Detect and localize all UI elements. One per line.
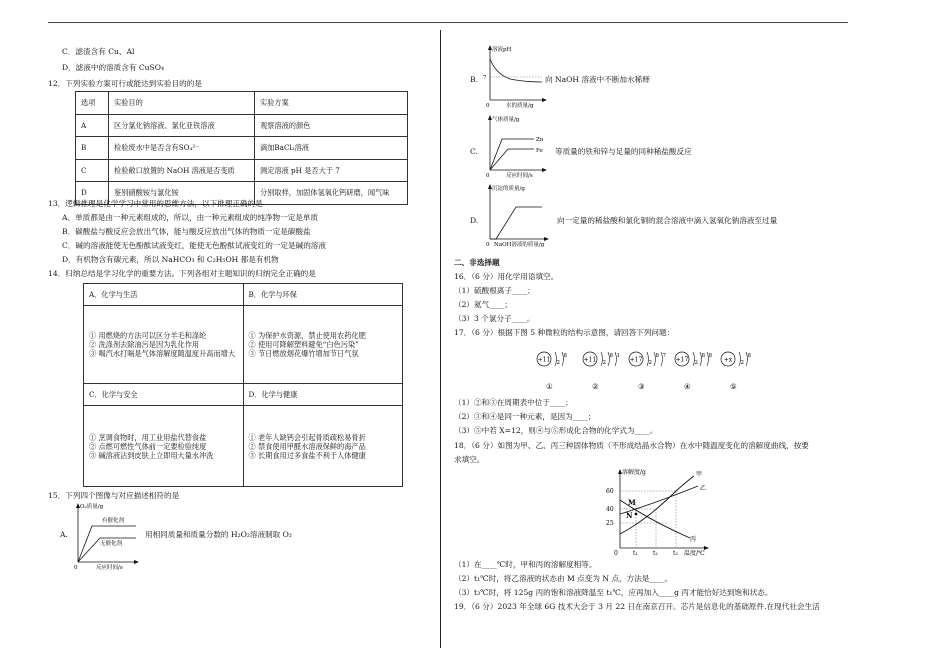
q19-stem: 19．（6 分）2023 年全球 6G 技术大会于 3 月 22 日在南京召开。芯片是信息化的基础原件.在现代社会生活	[454, 602, 820, 611]
x-label: 反应时间/s	[96, 565, 123, 570]
electron-count: 8	[563, 353, 567, 359]
atom-diagram-5	[719, 344, 763, 392]
electron-count: 2	[556, 360, 560, 366]
group-d-content	[243, 406, 403, 487]
atom-number: ⑤	[730, 382, 737, 391]
q15-c-graph	[480, 112, 550, 182]
group-b-line: ② 使用可降解塑料避免“白色污染”	[248, 340, 359, 349]
precipitate-curve	[490, 207, 542, 239]
header-rule	[48, 22, 848, 23]
x-arrow	[542, 168, 547, 172]
atom-diagram-1	[535, 344, 579, 392]
table-cell: 分别取样，加固体氢氧化钙研磨，闻气味	[255, 182, 408, 205]
q18-line-2: （2）t₁℃时，将乙溶液的状态由 M 点变为 N 点，方法是____。	[454, 574, 673, 583]
electron-count: 2	[740, 360, 744, 366]
q18-stem-1: 18．（6 分）如图为甲、乙、丙三种固体物质（不形成结晶水合物）在水中随温度变化的溶解度曲线，按要	[454, 441, 809, 450]
solubility-chart	[598, 464, 718, 556]
label-yi: 乙	[700, 485, 707, 492]
x-arrow	[544, 237, 549, 241]
group-a-content	[84, 306, 244, 384]
group-c-title: C．化学与安全	[84, 384, 244, 406]
table-row	[84, 284, 403, 306]
electron-count: 8	[655, 353, 659, 359]
table-row	[76, 114, 408, 137]
table-cell: 观察溶液的颜色	[255, 114, 408, 137]
table-row	[76, 92, 408, 115]
q16-line-3: （3）3 个氯分子____。	[454, 314, 535, 323]
ph7-tick: 7	[483, 75, 487, 81]
x-arrow	[704, 546, 709, 550]
electron-count: 8	[609, 353, 613, 359]
curve-catalyst-label: 有催化剂	[102, 518, 125, 524]
group-c-content	[84, 406, 244, 487]
group-a-line: ② 洗涤剂去除油污是因为乳化作用	[89, 340, 200, 349]
y-tick-60: 60	[606, 488, 614, 495]
table-row	[84, 384, 403, 406]
table-cell: 区分氯化钠溶液、氯化亚铁溶液	[109, 114, 255, 137]
nucleus-charge: +17	[675, 356, 689, 364]
group-b-line: ① 为保护水资源，禁止使用农药化肥	[248, 331, 366, 340]
group-d-line: ① 老年人缺钙会引起骨质疏松易骨折	[248, 432, 366, 442]
q17-line-3: （3）⑤中若 X=12，则④与⑤形成化合物的化学式为____。	[454, 426, 658, 435]
nucleus-charge: +x	[723, 356, 733, 364]
y-label: 气体质量/g	[492, 117, 520, 123]
electron-count: 8	[708, 353, 712, 359]
table-row	[76, 137, 408, 160]
q18-line-1: （1）在____℃时，甲和丙的溶解度相等。	[454, 560, 597, 569]
q11-option-d: D．滤液中的溶质含有 CuSO₄	[62, 63, 165, 72]
q15-a-graph	[70, 500, 140, 570]
origin-label: 0	[486, 173, 490, 179]
group-d-title: D．化学与健康	[243, 384, 403, 406]
q18-line-3: （3）t₃℃时，将 125g 丙的饱和溶液降温至 t₁℃，应再加入____g 丙才能恰好达到饱和状态。	[454, 588, 773, 597]
group-c-line: ③ 碱溶液沾到皮肤上立即用大量水冲洗	[89, 450, 214, 460]
q15-c-label: C.	[470, 147, 478, 156]
q13-option-d: D．有机物含有碳元素，所以 NaHCO₃ 和 C₂H₅OH 都是有机物	[62, 255, 279, 264]
q12-table	[75, 91, 408, 205]
q15-d-description: 向一定量的稀盐酸和氯化铜的混合溶液中滴入氢氧化钠溶液至过量	[557, 216, 778, 225]
origin-label: 0	[486, 103, 490, 109]
electron-count: 8	[747, 353, 751, 359]
q12-stem: 12．下列实验方案可行或能达到实验目的的是	[48, 79, 202, 88]
label-m: M	[628, 498, 636, 507]
q18-stem-2: 求填空。	[454, 455, 485, 464]
q15-stem: 15．下列四个图像与对应描述相符的是	[48, 491, 180, 500]
x-arrow	[134, 560, 139, 564]
y-label: 溶解度/g	[622, 469, 646, 476]
y-tick-25: 25	[606, 520, 614, 527]
q15-d-label: D.	[470, 216, 479, 225]
electron-count: 1	[616, 353, 620, 359]
table-cell: C	[76, 159, 109, 182]
x-label: 反应时间/s	[506, 173, 533, 179]
table-cell: 滴加BaCl₂溶液	[255, 137, 408, 160]
q17-stem: 17．（6 分）根据下图 5 种微粒的结构示意图，请回答下列问题：	[454, 328, 675, 337]
q15-b-graph	[480, 42, 550, 112]
q15-a-description: 用相同质量和质量分数的 H₂O₂溶液制取 O₂	[145, 530, 292, 539]
group-b-line: ③ 节日燃放烟花爆竹增加节日气氛	[248, 349, 359, 358]
q16-stem: 16．（6 分）用化学用语填空。	[454, 272, 559, 281]
q13-option-c: C．碱的溶液能使无色酚酞试液变红，能使无色酚酞试液变红的一定是碱的溶液	[62, 241, 326, 250]
curve-no-catalyst-label: 无催化剂	[100, 541, 123, 547]
q14-table	[83, 283, 403, 487]
q16-line-2: （2）氦气____；	[454, 300, 512, 309]
y-tick-40: 40	[606, 506, 614, 513]
group-c-line: ② 点燃可燃性气体前一定要检验纯度	[89, 441, 207, 451]
column-divider	[440, 30, 441, 648]
group-b-title: B．化学与环保	[243, 284, 403, 306]
electron-count: 8	[701, 353, 705, 359]
atom-diagram-4	[673, 344, 717, 392]
q15-c-description: 等质量的铁和锌与足量的同种稀盐酸反应	[555, 147, 692, 156]
x-tick-t3: t₃	[673, 550, 678, 556]
fe-label: Fe	[536, 148, 543, 154]
label-bing: 丙	[690, 536, 697, 543]
label-n: N	[626, 511, 633, 520]
q13-option-a: A．单质都是由一种元素组成的，所以，由一种元素组成的纯净物一定是单质	[62, 213, 319, 222]
atom-diagram-2	[581, 344, 625, 392]
q15-b-label: B.	[470, 75, 478, 84]
table-cell: B	[76, 137, 109, 160]
table-row	[84, 306, 403, 384]
zn-curve	[490, 139, 534, 170]
group-b-content	[243, 306, 403, 384]
table-row	[84, 406, 403, 487]
x-label: 温度/℃	[684, 550, 705, 556]
group-c-line: ① 烹调食物时，用工业用盐代替食盐	[89, 432, 207, 442]
table-cell: 检验废水中是否含有SO₄²⁻	[109, 137, 255, 160]
electron-count: 7	[662, 353, 666, 359]
table-cell: D	[76, 182, 109, 205]
atom-number: ④	[684, 382, 691, 391]
zn-label: Zn	[536, 137, 544, 143]
table-header-option: 选项	[76, 92, 109, 115]
table-cell: A	[76, 114, 109, 137]
x-arrow	[542, 98, 547, 102]
origin-label: 0	[486, 242, 490, 248]
group-a-line: ① 用燃烧的方法可以区分羊毛和涤纶	[89, 331, 207, 340]
y-label: 溶液pH	[492, 47, 512, 53]
origin-label: 0	[74, 565, 78, 570]
point-n	[635, 513, 638, 516]
section-title: 二、非选择题	[454, 258, 500, 267]
q15-b-description: 向 NaOH 溶液中不断加水稀释	[545, 75, 650, 84]
y-label: O₂质量/g	[80, 504, 104, 510]
group-d-line: ② 禁食使用甲醛水溶液保鲜的海产品	[248, 441, 366, 451]
q16-line-1: （1）硫酸根离子____；	[454, 286, 535, 295]
atom-number: ①	[546, 382, 553, 391]
q15-a-label: A.	[60, 530, 68, 539]
x-label: NaOH溶液的质量/g	[494, 242, 545, 248]
table-cell: 检验敞口放置的 NaOH 溶液是否变质	[109, 159, 255, 182]
nucleus-charge: +11	[583, 356, 597, 364]
x-label: 水的质量/g	[506, 103, 534, 109]
group-d-line: ③ 长期食用过多食盐不利于人体健康	[248, 450, 366, 460]
nucleus-charge: +11	[537, 356, 551, 364]
q13-stem: 13．逻辑推理是化学学习中常用的思维方法，以下推理正确的是	[48, 199, 263, 208]
q14-stem: 14．归纳总结是学习化学的重要方法。下列各组对主题知识的归纳完全正确的是	[48, 269, 316, 278]
q11-option-c: C．滤渣含有 Cu、Al	[62, 47, 135, 56]
table-cell: 鉴别硝酸铵与氯化铵	[109, 182, 255, 205]
x-tick-t1: t₁	[633, 550, 638, 556]
label-jia: 甲	[696, 471, 703, 478]
table-header-goal: 实验目的	[109, 92, 255, 115]
atom-diagram-3	[627, 344, 671, 392]
electron-count: 2	[602, 360, 606, 366]
group-a-line: ③ 喝汽水打嗝是气体溶解度随温度升高而增大	[89, 349, 236, 358]
atom-number: ②	[592, 382, 599, 391]
group-a-title: A．化学与生活	[84, 284, 244, 306]
electron-count: 2	[648, 360, 652, 366]
table-row	[76, 159, 408, 182]
q13-option-b: B．碳酸盐与酸反应会放出气体，能与酸反应放出气体的物质一定是碳酸盐	[62, 227, 311, 236]
table-cell: 测定溶液 pH 是否大于 7	[255, 159, 408, 182]
origin-label: 0	[614, 550, 618, 556]
q17-line-1: （1）②和③在周期表中位于____；	[454, 398, 573, 407]
x-tick-t2: t₂	[653, 550, 658, 556]
ph-curve	[490, 59, 542, 82]
nucleus-charge: +17	[629, 356, 643, 364]
q15-d-graph	[480, 181, 560, 253]
atom-number: ③	[638, 382, 645, 391]
table-header-plan: 实验方案	[255, 92, 408, 115]
electron-count: 2	[694, 360, 698, 366]
y-label: 沉淀的质量/g	[492, 186, 525, 192]
q17-line-2: （2）③和④是同一种元素，是因为____；	[454, 412, 596, 421]
